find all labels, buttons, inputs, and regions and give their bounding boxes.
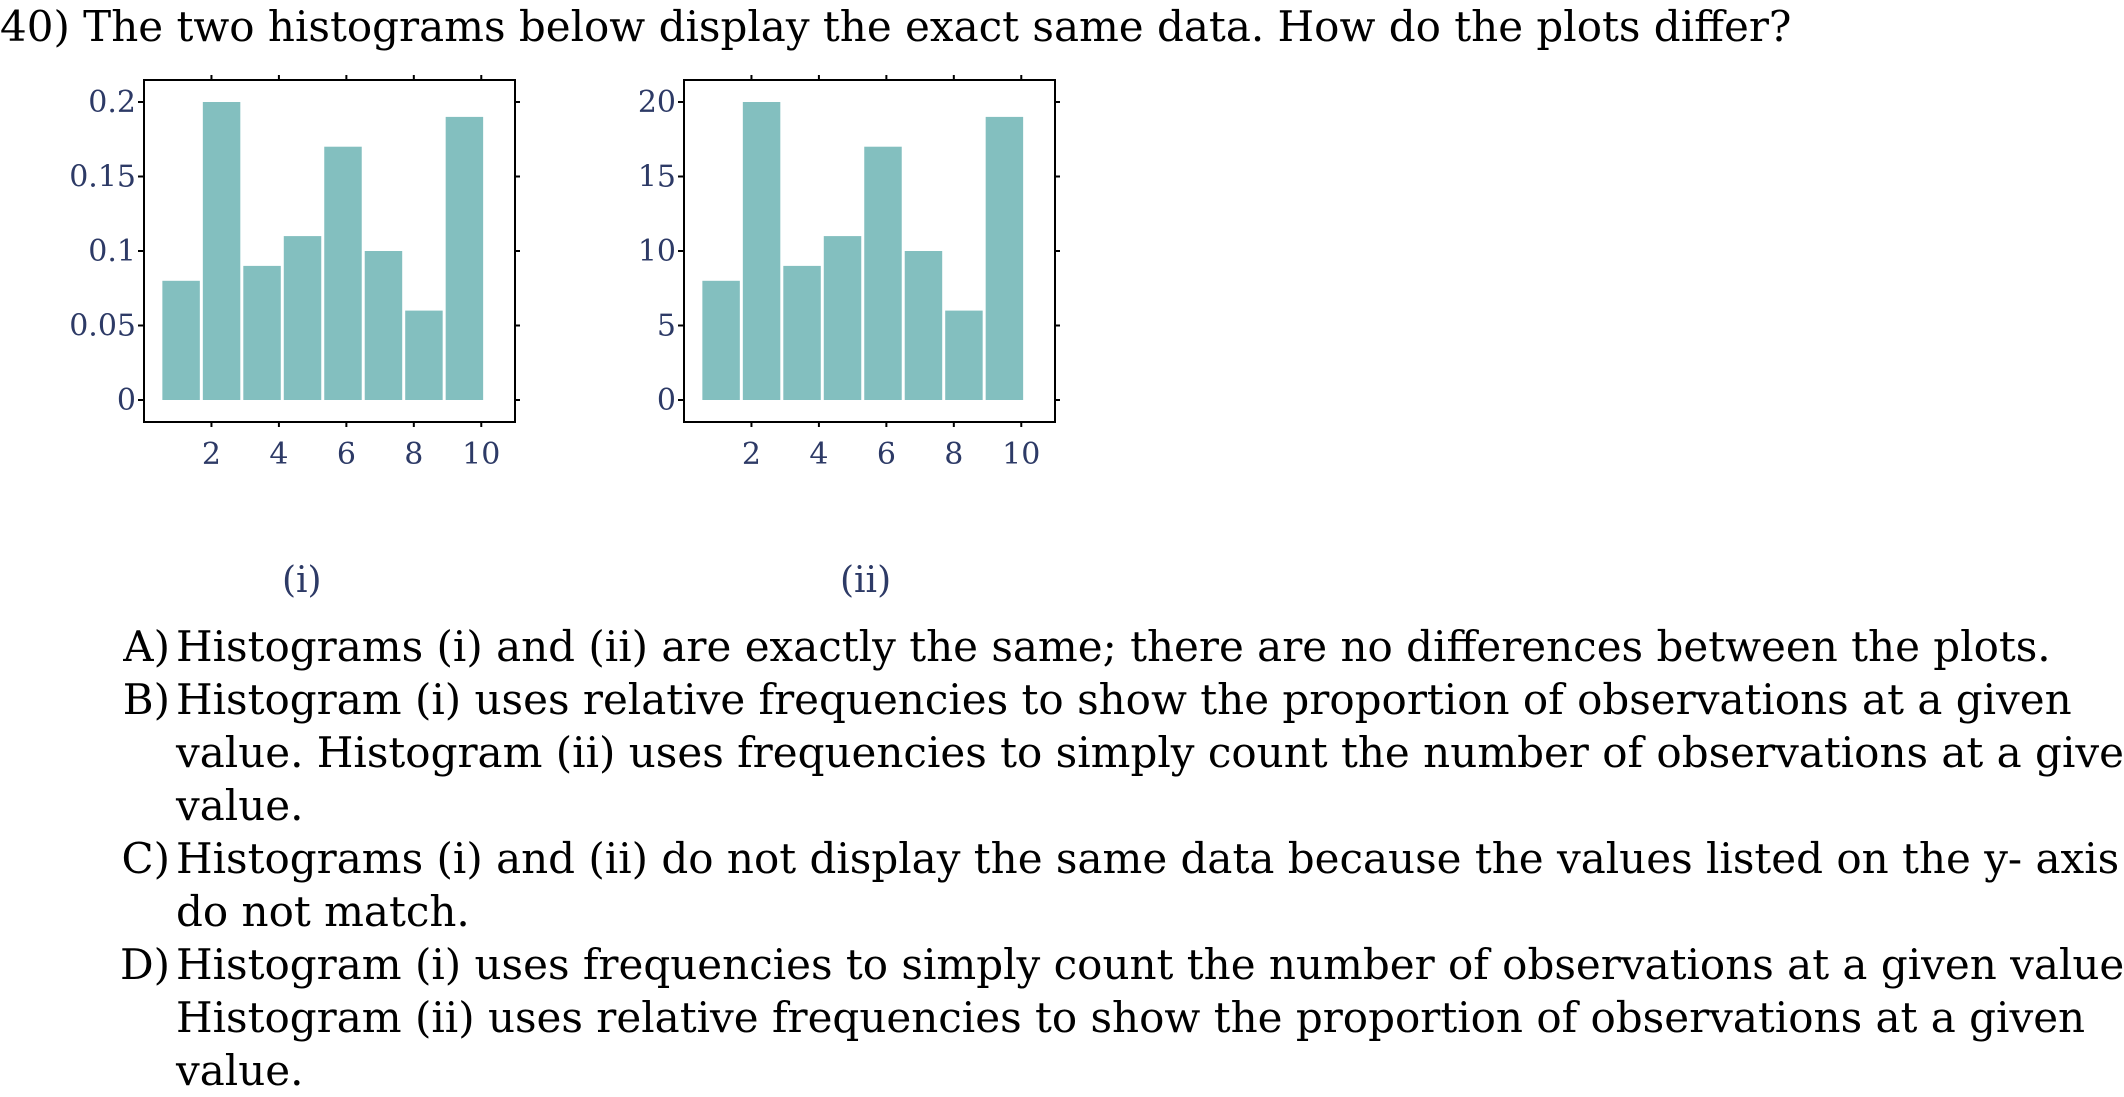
option-d-letter: D) bbox=[119, 940, 170, 989]
y-tick-label: 5 bbox=[656, 308, 676, 344]
option-a-line: Histograms (i) and (ii) are exactly the same; there are no differences between the plots. bbox=[176, 622, 2051, 671]
option-c-line: do not match. bbox=[176, 887, 470, 936]
x-tick-label: 4 bbox=[269, 437, 289, 472]
histogram-bar bbox=[743, 102, 780, 400]
option-b-line: value. Histogram (ii) uses frequencies to simply count the number of observations at a give bbox=[176, 728, 2124, 777]
option-c-letter: C) bbox=[121, 834, 170, 883]
option-a[interactable] bbox=[112, 620, 2051, 673]
y-tick-label: 15 bbox=[637, 159, 676, 195]
y-tick-label: 10 bbox=[637, 234, 676, 269]
histogram-bar bbox=[905, 251, 942, 400]
option-c-line: Histograms (i) and (ii) do not display the same data because the values listed on the y- axis bbox=[176, 834, 2120, 883]
y-tick-label: 0 bbox=[116, 383, 136, 418]
x-tick-label: 10 bbox=[1002, 437, 1041, 472]
y-tick-label: 0.2 bbox=[88, 85, 136, 120]
question-text: 40) The two histograms below display the exact same data. How do the plots differ? bbox=[0, 2, 1792, 51]
option-c[interactable] bbox=[112, 832, 2119, 938]
option-b[interactable] bbox=[112, 673, 2124, 832]
option-d-line: Histogram (ii) uses relative frequencies to show the proportion of observations at a given bbox=[176, 993, 2086, 1042]
x-tick-label: 4 bbox=[809, 437, 829, 472]
x-tick-label: 8 bbox=[404, 437, 424, 472]
y-tick-label: 0 bbox=[656, 383, 676, 418]
option-d-line: value. bbox=[176, 1046, 304, 1095]
x-tick-label: 10 bbox=[462, 437, 501, 472]
histogram-bar bbox=[324, 147, 361, 400]
x-tick-label: 6 bbox=[876, 437, 896, 472]
histogram-bar bbox=[243, 266, 280, 400]
histogram-bar bbox=[162, 281, 199, 400]
histogram-bar bbox=[864, 147, 901, 400]
option-a-letter: A) bbox=[123, 622, 170, 671]
x-tick-label: 8 bbox=[944, 437, 964, 472]
histogram-bar bbox=[365, 251, 402, 400]
histogram-bar bbox=[783, 266, 820, 400]
histogram-i bbox=[60, 80, 530, 540]
histogram-bar bbox=[945, 311, 982, 400]
histogram-bar bbox=[446, 117, 483, 400]
histogram-bar bbox=[824, 236, 861, 400]
histogram-bar bbox=[986, 117, 1023, 400]
option-d-line: Histogram (i) uses frequencies to simply count the number of observations at a given value bbox=[176, 940, 2124, 989]
x-tick-label: 2 bbox=[741, 437, 762, 472]
histogram-bar bbox=[203, 102, 240, 400]
x-tick-label: 2 bbox=[201, 437, 222, 472]
y-tick-label: 0.15 bbox=[69, 159, 136, 195]
histogram-bar bbox=[702, 281, 739, 400]
histogram-ii bbox=[600, 80, 1070, 540]
y-tick-label: 20 bbox=[637, 85, 676, 120]
histogram-i-caption: (i) bbox=[282, 560, 322, 601]
option-b-line: value. bbox=[176, 781, 304, 830]
y-tick-label: 0.1 bbox=[88, 234, 136, 269]
histogram-ii-caption: (ii) bbox=[840, 560, 892, 601]
y-tick-label: 0.05 bbox=[69, 308, 136, 344]
x-tick-label: 6 bbox=[336, 437, 356, 472]
histogram-bar bbox=[405, 311, 442, 400]
option-b-letter: B) bbox=[122, 675, 170, 724]
option-b-line: Histogram (i) uses relative frequencies to show the proportion of observations at a given bbox=[176, 675, 2072, 724]
option-d[interactable] bbox=[112, 938, 2124, 1097]
histogram-bar bbox=[284, 236, 321, 400]
